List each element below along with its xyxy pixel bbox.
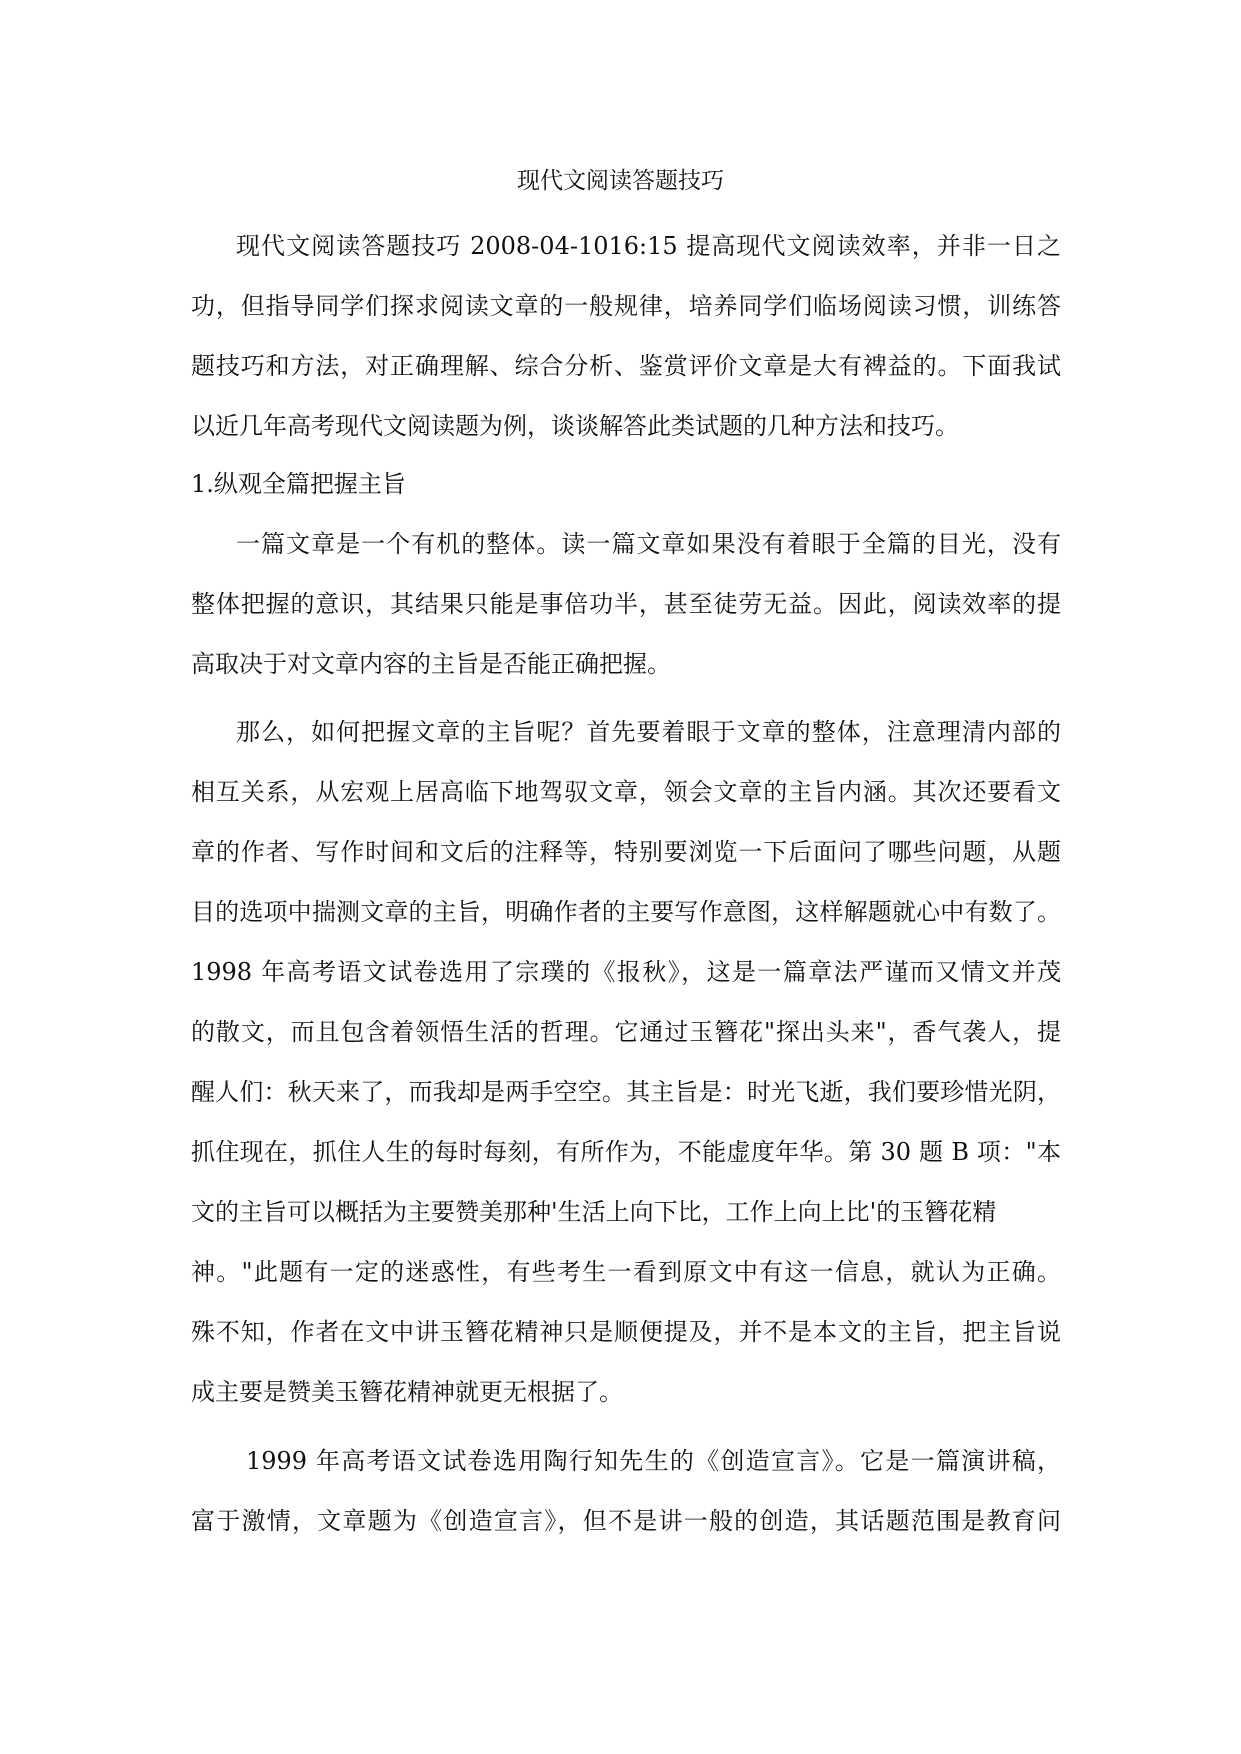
paragraph-line: 以近几年高考现代文阅读题为例，谈谈解答此类试题的几种方法和技巧。 [191,412,959,440]
paragraph-line: 相互关系，从宏观上居高临下地驾驭文章，领会文章的主旨内涵。其次还要看文 [191,778,1061,806]
paragraph-line: 一篇文章是一个有机的整体。读一篇文章如果没有着眼于全篇的目光，没有 [236,530,1061,558]
paragraph-line: 章的作者、写作时间和文后的注释等，特别要浏览一下后面问了哪些问题，从题 [191,838,1061,866]
paragraph-line: 文的主旨可以概括为主要赞美那种'生活上向下比，工作上向上比'的玉簪花精 [191,1198,997,1226]
paragraph-line: 1998 年高考语文试卷选用了宗璞的《报秋》，这是一篇章法严谨而又情文并茂 [191,958,1061,986]
paragraph-line: 富于激情，文章题为《创造宣言》，但不是讲一般的创造，其话题范围是教育问 [191,1507,1061,1535]
paragraph-line: 目的选项中揣测文章的主旨，明确作者的主要写作意图，这样解题就心中有数了。 [191,898,1061,926]
paragraph-line: 整体把握的意识，其结果只能是事倍功半，甚至徒劳无益。因此，阅读效率的提 [191,590,1061,618]
paragraph-line: 现代文阅读答题技巧 2008-04-1016:15 提高现代文阅读效率，并非一日之 [236,232,1061,260]
section-heading: 1.纵观全篇把握主旨 [191,470,406,498]
page-title: 现代文阅读答题技巧 [517,168,724,194]
paragraph-line: 殊不知，作者在文中讲玉簪花精神只是顺便提及，并不是本文的主旨，把主旨说 [191,1318,1061,1346]
paragraph-line: 那么，如何把握文章的主旨呢？首先要着眼于文章的整体，注意理清内部的 [236,718,1061,746]
paragraph-line: 功，但指导同学们探求阅读文章的一般规律，培养同学们临场阅读习惯，训练答 [191,292,1061,320]
paragraph-line: 神。"此题有一定的迷惑性，有些考生一看到原文中有这一信息，就认为正确。 [191,1258,1061,1286]
paragraph-line: 题技巧和方法，对正确理解、综合分析、鉴赏评价文章是大有裨益的。下面我试 [191,352,1061,380]
paragraph-line: 高取决于对文章内容的主旨是否能正确把握。 [191,650,671,678]
paragraph-line: 抓住现在，抓住人生的每时每刻，有所作为，不能虚度年华。第 30 题 B 项："本 [191,1138,1061,1166]
paragraph-line: 1999 年高考语文试卷选用陶行知先生的《创造宣言》。它是一篇演讲稿， [246,1447,1061,1475]
paragraph-line: 醒人们：秋天来了，而我却是两手空空。其主旨是：时光飞逝，我们要珍惜光阴， [191,1078,1061,1106]
paragraph-line: 成主要是赞美玉簪花精神就更无根据了。 [191,1378,623,1406]
paragraph-line: 的散文，而且包含着领悟生活的哲理。它通过玉簪花"探出头来"，香气袭人，提 [191,1018,1061,1046]
